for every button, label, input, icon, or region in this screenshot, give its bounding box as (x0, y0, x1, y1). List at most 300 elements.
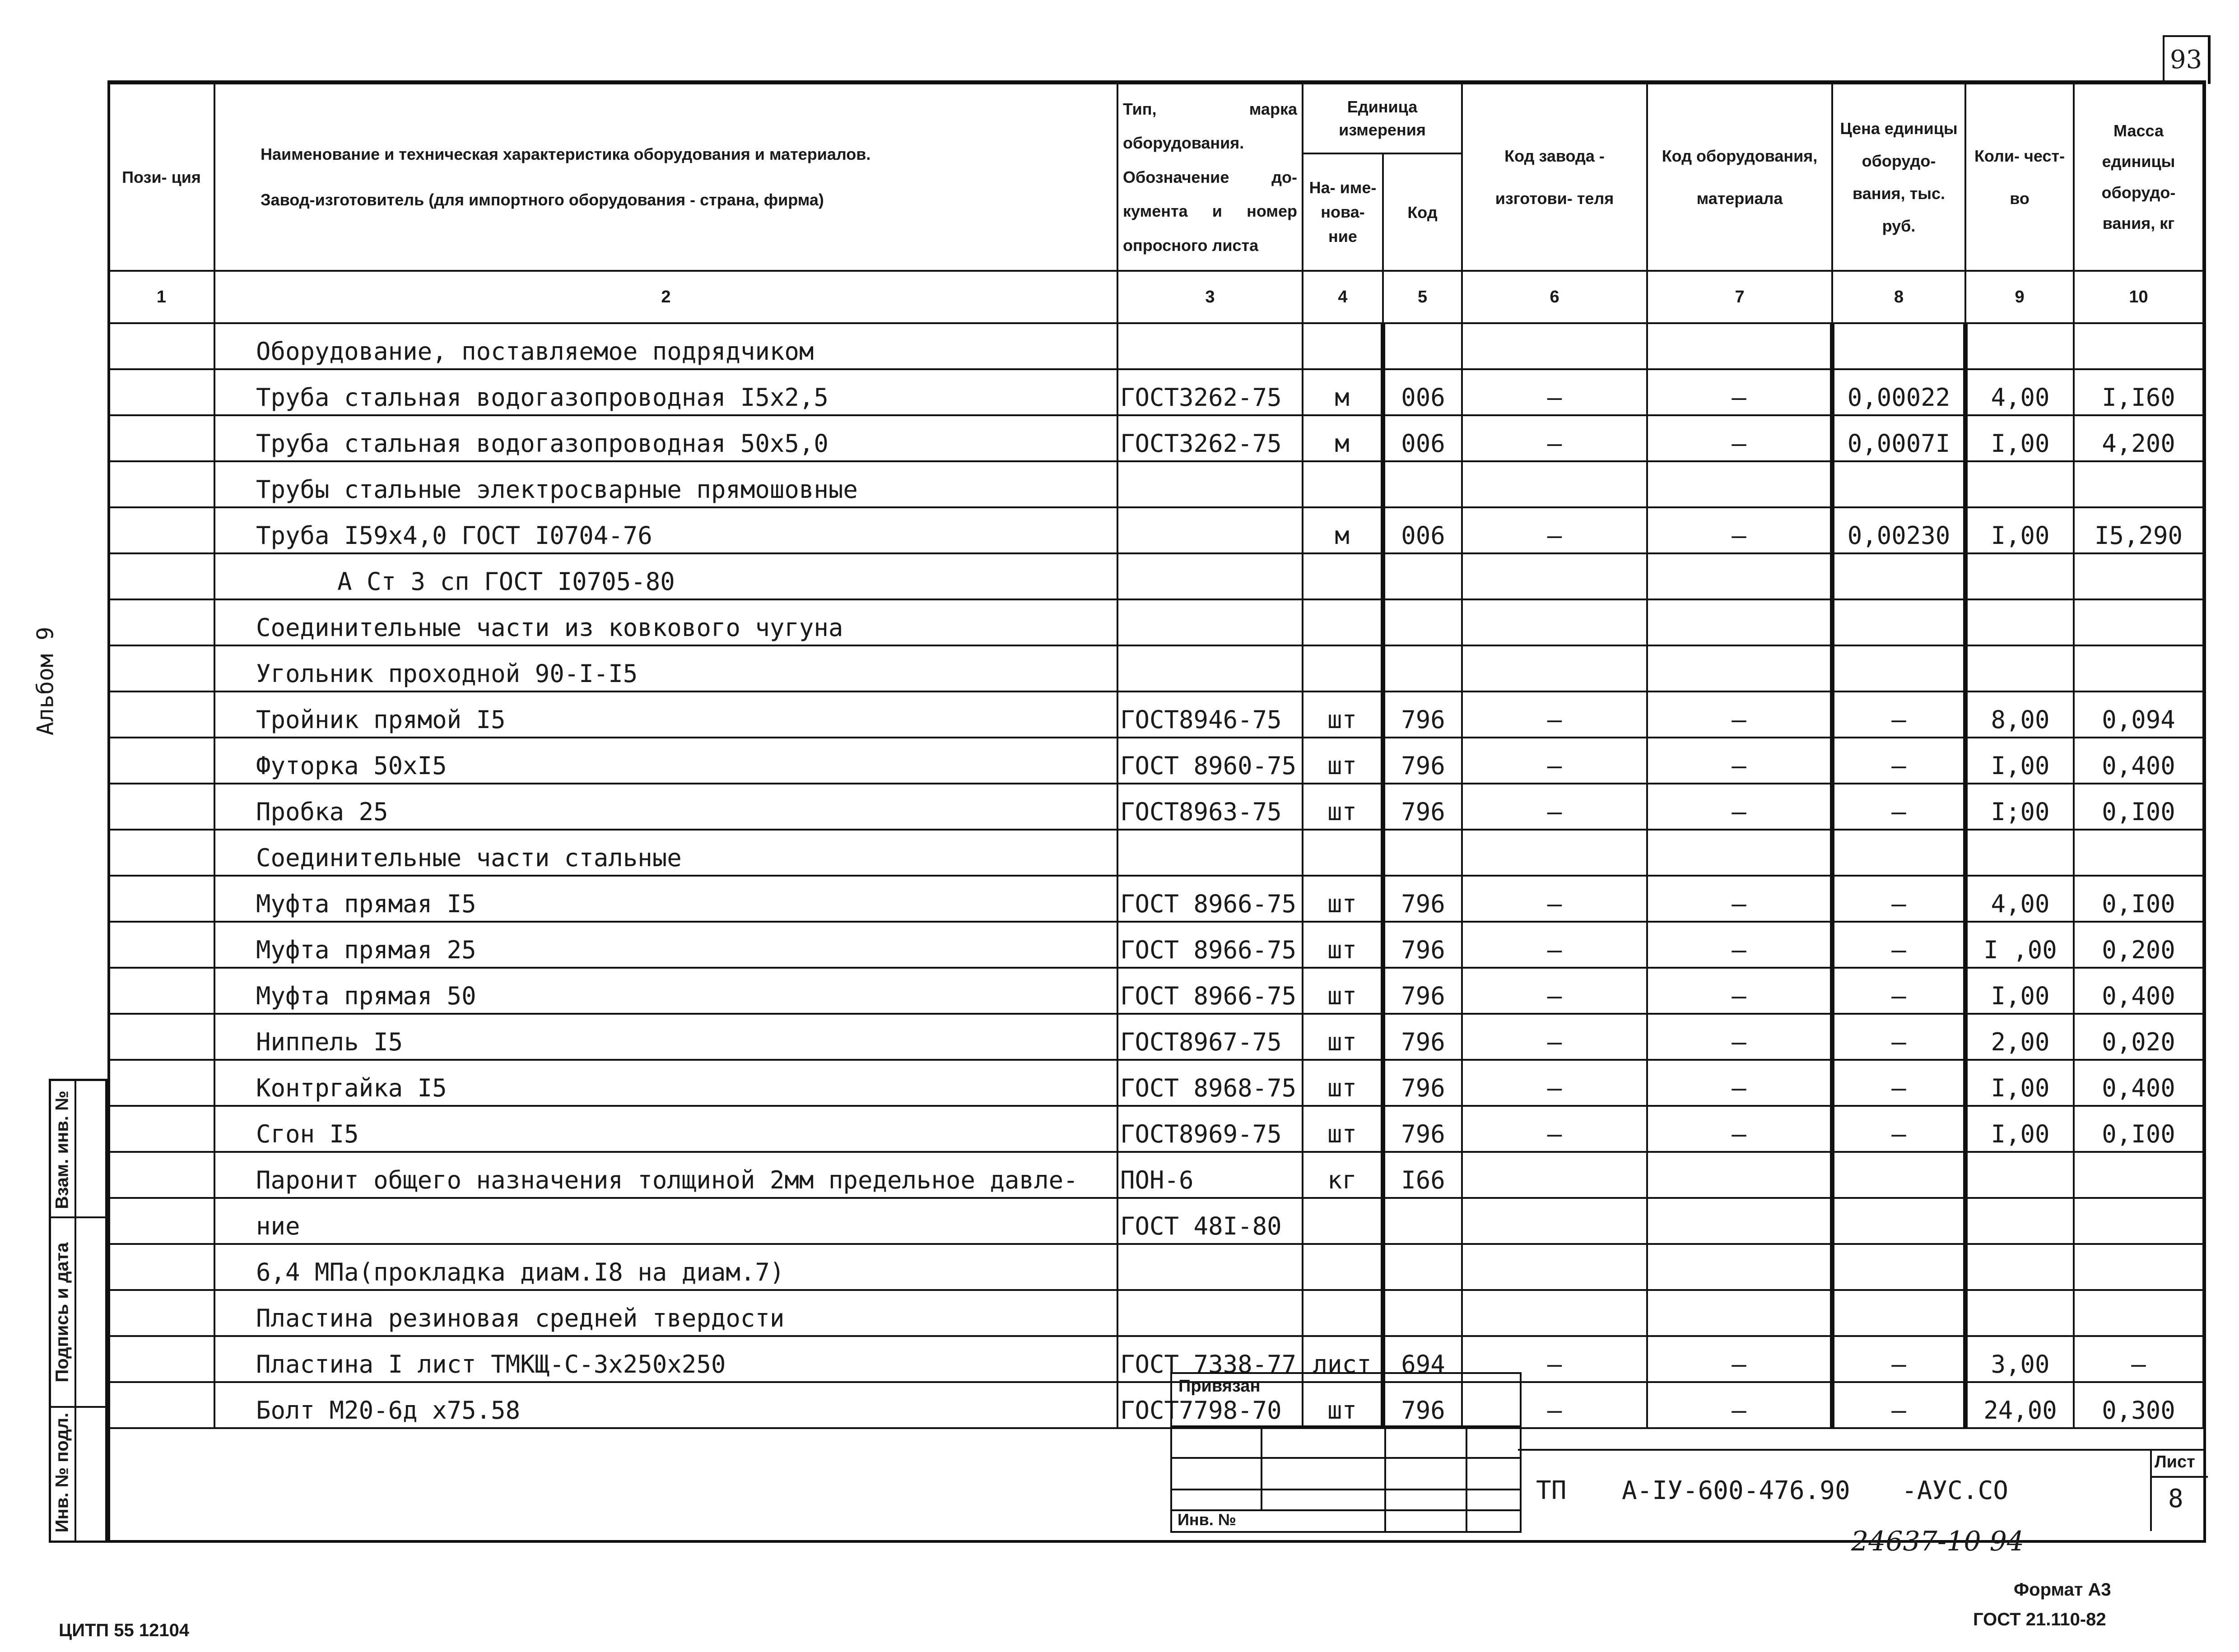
item-factory-code (1462, 830, 1647, 876)
column-number: 4 (1303, 271, 1383, 323)
position-cell (108, 1106, 214, 1152)
item-unit-code (1383, 1244, 1462, 1290)
table-row (108, 738, 2203, 784)
position-cell (108, 1060, 214, 1106)
table-row (108, 876, 2203, 922)
item-unit-code: 796 (1383, 876, 1462, 922)
table-row (108, 691, 2203, 738)
position-cell (108, 1014, 214, 1060)
table-row (108, 1014, 2203, 1060)
item-unit-code: 796 (1383, 784, 1462, 830)
item-doc: ГОСТ 48I-80 (1117, 1198, 1303, 1244)
tp-label: ТП (1536, 1476, 1567, 1505)
item-quantity (1965, 645, 2074, 691)
item-factory-code (1462, 553, 1647, 599)
item-mass (2074, 1152, 2203, 1198)
item-unit: шт (1303, 922, 1383, 968)
item-material-code (1647, 323, 1832, 369)
item-factory-code (1462, 1290, 1647, 1336)
item-doc: ГОСТ 8968-75 (1117, 1060, 1303, 1106)
item-unit: шт (1303, 691, 1383, 738)
item-unit (1303, 599, 1383, 645)
list-label: Лист (2155, 1452, 2195, 1471)
item-quantity: I,00 (1965, 1106, 2074, 1152)
item-price: 0,00022 (1832, 369, 1965, 415)
item-material-code: – (1647, 1060, 1832, 1106)
header-quantity: Коли- чест- во (1965, 84, 2074, 271)
item-unit-code: 006 (1383, 415, 1462, 461)
position-cell (108, 507, 214, 553)
document-code-block (1518, 1449, 2206, 1531)
item-quantity (1965, 1152, 2074, 1198)
item-unit: м (1303, 369, 1383, 415)
column-number: 10 (2074, 271, 2203, 323)
item-quantity: 2,00 (1965, 1014, 2074, 1060)
item-factory-code: – (1462, 1014, 1647, 1060)
item-name: Пробка 25 (214, 784, 1117, 830)
item-factory-code: – (1462, 369, 1647, 415)
item-unit-code: 796 (1383, 738, 1462, 784)
item-mass: I,I60 (2074, 369, 2203, 415)
item-unit-code: 694 (1383, 1336, 1462, 1382)
item-price: – (1832, 738, 1965, 784)
item-factory-code (1462, 599, 1647, 645)
table-row (108, 1198, 2203, 1244)
item-quantity: I,00 (1965, 968, 2074, 1014)
item-unit-code (1383, 553, 1462, 599)
column-number: 8 (1832, 271, 1965, 323)
item-material-code (1647, 553, 1832, 599)
item-unit-code: 006 (1383, 369, 1462, 415)
item-unit-code: 796 (1383, 968, 1462, 1014)
item-unit-code: 796 (1383, 1382, 1462, 1428)
item-doc (1117, 553, 1303, 599)
header-unit-name: На- име- нова- ние (1303, 153, 1383, 271)
table-row (108, 1106, 2203, 1152)
item-price: – (1832, 1106, 1965, 1152)
item-price (1832, 461, 1965, 507)
position-cell (108, 1198, 214, 1244)
item-factory-code: – (1462, 922, 1647, 968)
item-quantity: I,00 (1965, 507, 2074, 553)
item-unit-code (1383, 830, 1462, 876)
item-price: 0,00230 (1832, 507, 1965, 553)
item-factory-code (1462, 461, 1647, 507)
header-material-code: Код оборудования, материала (1647, 84, 1832, 271)
position-cell (108, 1290, 214, 1336)
item-factory-code: – (1462, 738, 1647, 784)
document-suffix: -АУС.СО (1902, 1476, 2009, 1505)
item-factory-code: – (1462, 415, 1647, 461)
item-doc: ГОСТ 8966-75 (1117, 968, 1303, 1014)
table-row (108, 645, 2203, 691)
item-mass: 0,300 (2074, 1382, 2203, 1428)
item-factory-code: – (1462, 1106, 1647, 1152)
item-price: – (1832, 691, 1965, 738)
item-factory-code: – (1462, 1060, 1647, 1106)
item-mass: 0,200 (2074, 922, 2203, 968)
position-cell (108, 553, 214, 599)
item-quantity (1965, 461, 2074, 507)
item-unit-code: I66 (1383, 1152, 1462, 1198)
header-unit-code: Код (1383, 153, 1462, 271)
item-unit-code: 006 (1383, 507, 1462, 553)
item-price: – (1832, 1382, 1965, 1428)
side-stamp-vzam: Взам. инв. № (52, 1091, 72, 1209)
album-label: Альбом 9 (32, 626, 59, 736)
item-unit-code: 796 (1383, 1106, 1462, 1152)
table-row (108, 922, 2203, 968)
document-number: А-IУ-600-476.90 (1622, 1476, 1850, 1505)
item-factory-code: – (1462, 1336, 1647, 1382)
position-cell (108, 922, 214, 968)
item-unit (1303, 323, 1383, 369)
table-row (108, 461, 2203, 507)
item-material-code (1647, 461, 1832, 507)
item-doc (1117, 599, 1303, 645)
item-quantity: I,00 (1965, 415, 2074, 461)
item-mass: 4,200 (2074, 415, 2203, 461)
item-unit (1303, 553, 1383, 599)
position-cell (108, 323, 214, 369)
item-doc: ГОСТ8969-75 (1117, 1106, 1303, 1152)
item-material-code (1647, 645, 1832, 691)
column-number: 9 (1965, 271, 2074, 323)
item-name: Труба стальная водогазопроводная I5х2,5 (214, 369, 1117, 415)
item-name: Соединительные части стальные (214, 830, 1117, 876)
item-name: А Ст 3 сп ГОСТ I0705-80 (214, 553, 1117, 599)
item-mass (2074, 323, 2203, 369)
item-quantity (1965, 323, 2074, 369)
item-unit: шт (1303, 738, 1383, 784)
item-unit: лист (1303, 1336, 1383, 1382)
item-name: Футорка 50хI5 (214, 738, 1117, 784)
item-material-code: – (1647, 876, 1832, 922)
position-cell (108, 784, 214, 830)
item-material-code: – (1647, 507, 1832, 553)
item-material-code: – (1647, 738, 1832, 784)
item-mass: 0,I00 (2074, 876, 2203, 922)
table-row (108, 1336, 2203, 1382)
item-material-code: – (1647, 415, 1832, 461)
item-unit: шт (1303, 1382, 1383, 1428)
item-material-code (1647, 1290, 1832, 1336)
item-material-code: – (1647, 1382, 1832, 1428)
item-unit-code: 796 (1383, 922, 1462, 968)
item-material-code (1647, 1244, 1832, 1290)
item-quantity: 4,00 (1965, 369, 2074, 415)
item-name: Тройник прямой I5 (214, 691, 1117, 738)
privyazan-label: Привязан (1178, 1377, 1261, 1396)
item-quantity: 4,00 (1965, 876, 2074, 922)
item-unit (1303, 1244, 1383, 1290)
item-price (1832, 1244, 1965, 1290)
item-unit: шт (1303, 784, 1383, 830)
header-price: Цена единицы оборудо- вания, тыс. руб. (1832, 84, 1965, 271)
item-price (1832, 645, 1965, 691)
item-mass: I5,290 (2074, 507, 2203, 553)
item-unit: кг (1303, 1152, 1383, 1198)
item-mass (2074, 1198, 2203, 1244)
item-name: Труба I59х4,0 ГОСТ I0704-76 (214, 507, 1117, 553)
table-row (108, 415, 2203, 461)
item-unit (1303, 461, 1383, 507)
item-name: Соединительные части из ковкового чугуна (214, 599, 1117, 645)
position-cell (108, 461, 214, 507)
item-mass: 0,400 (2074, 968, 2203, 1014)
item-factory-code: – (1462, 968, 1647, 1014)
item-mass: 0,I00 (2074, 784, 2203, 830)
item-material-code: – (1647, 968, 1832, 1014)
item-price (1832, 830, 1965, 876)
item-price (1832, 553, 1965, 599)
item-mass (2074, 645, 2203, 691)
position-cell (108, 415, 214, 461)
item-factory-code (1462, 323, 1647, 369)
item-name: Труба стальная водогазопроводная 50х5,0 (214, 415, 1117, 461)
item-mass: 0,I00 (2074, 1106, 2203, 1152)
column-number: 3 (1117, 271, 1303, 323)
item-unit: шт (1303, 1060, 1383, 1106)
table-row (108, 323, 2203, 369)
format-label: Формат А3 (2014, 1580, 2111, 1600)
column-number: 6 (1462, 271, 1647, 323)
item-material-code: – (1647, 1014, 1832, 1060)
header-position: Пози- ция (108, 84, 214, 271)
item-name: Паронит общего назначения толщиной 2мм предельное давле- (214, 1152, 1117, 1198)
gost-label: ГОСТ 21.110-82 (1973, 1610, 2106, 1629)
item-factory-code (1462, 645, 1647, 691)
item-name: Трубы стальные электросварные прямошовные (214, 461, 1117, 507)
item-doc: ПОН-6 (1117, 1152, 1303, 1198)
item-price: – (1832, 922, 1965, 968)
item-mass (2074, 553, 2203, 599)
item-quantity: 8,00 (1965, 691, 2074, 738)
table-row (108, 599, 2203, 645)
item-doc: ГОСТ3262-75 (1117, 415, 1303, 461)
item-factory-code (1462, 1244, 1647, 1290)
item-price (1832, 1152, 1965, 1198)
header-name-line2: Завод-изготовитель (для импортного оборудования - страна, фирма) (261, 190, 824, 209)
item-unit (1303, 830, 1383, 876)
column-number-row (108, 271, 2203, 323)
item-doc: ГОСТ8967-75 (1117, 1014, 1303, 1060)
column-number: 5 (1383, 271, 1462, 323)
item-mass (2074, 830, 2203, 876)
item-quantity (1965, 1290, 2074, 1336)
item-material-code: – (1647, 1336, 1832, 1382)
corner-sheet-number: 93 (2170, 45, 2202, 74)
item-unit-code: 796 (1383, 1014, 1462, 1060)
item-unit-code (1383, 599, 1462, 645)
table-row (108, 830, 2203, 876)
header-factory-code: Код завода - изготови- теля (1462, 84, 1647, 271)
table-row (108, 1290, 2203, 1336)
item-quantity (1965, 1198, 2074, 1244)
specification-table (107, 83, 2204, 1429)
item-mass (2074, 461, 2203, 507)
item-unit: шт (1303, 1014, 1383, 1060)
item-unit (1303, 1198, 1383, 1244)
item-name: 6,4 МПа(прокладка диам.I8 на диам.7) (214, 1244, 1117, 1290)
item-factory-code: – (1462, 784, 1647, 830)
item-doc: ГОСТ 8966-75 (1117, 876, 1303, 922)
item-factory-code (1462, 1152, 1647, 1198)
item-name: Пластина резиновая средней твердости (214, 1290, 1117, 1336)
item-unit: шт (1303, 1106, 1383, 1152)
item-doc (1117, 1290, 1303, 1336)
item-unit: шт (1303, 968, 1383, 1014)
table-row (108, 784, 2203, 830)
item-name: Муфта прямая 50 (214, 968, 1117, 1014)
item-quantity (1965, 1244, 2074, 1290)
item-unit (1303, 1290, 1383, 1336)
item-unit-code (1383, 461, 1462, 507)
item-material-code (1647, 830, 1832, 876)
item-name: Муфта прямая I5 (214, 876, 1117, 922)
item-mass: 0,400 (2074, 738, 2203, 784)
item-material-code: – (1647, 784, 1832, 830)
item-quantity (1965, 599, 2074, 645)
corner-number-box (2163, 35, 2211, 84)
column-number: 7 (1647, 271, 1832, 323)
item-unit-code: 796 (1383, 1060, 1462, 1106)
item-mass: 0,020 (2074, 1014, 2203, 1060)
item-quantity: 3,00 (1965, 1336, 2074, 1382)
item-doc (1117, 461, 1303, 507)
handwritten-number: 24637-10 94 (1851, 1526, 2024, 1557)
table-row (108, 968, 2203, 1014)
item-unit-code (1383, 1290, 1462, 1336)
item-doc (1117, 830, 1303, 876)
item-factory-code (1462, 1198, 1647, 1244)
item-doc (1117, 645, 1303, 691)
item-quantity: I,00 (1965, 1060, 2074, 1106)
item-mass: 0,094 (2074, 691, 2203, 738)
header-name-line1: Наименование и техническая характеристика оборудования и материалов. (261, 144, 871, 163)
item-factory-code: – (1462, 691, 1647, 738)
item-quantity: I;00 (1965, 784, 2074, 830)
item-price: – (1832, 968, 1965, 1014)
item-material-code: – (1647, 369, 1832, 415)
table-row (108, 1382, 2203, 1428)
item-doc: ГОСТ 7338-77 (1117, 1336, 1303, 1382)
item-quantity: 24,00 (1965, 1382, 2074, 1428)
header-unit-group: Единица измерения (1303, 84, 1462, 153)
position-cell (108, 738, 214, 784)
privyazan-stamp (1170, 1372, 1522, 1533)
item-doc: ГОСТ 8966-75 (1117, 922, 1303, 968)
item-unit: м (1303, 507, 1383, 553)
item-unit-code (1383, 645, 1462, 691)
header-type: Тип, марка оборудования. Обозначение до- кумента и номер опросного листа (1117, 84, 1303, 271)
position-cell (108, 1336, 214, 1382)
list-number: 8 (2168, 1484, 2183, 1513)
item-quantity: I ,00 (1965, 922, 2074, 968)
item-material-code: – (1647, 691, 1832, 738)
item-mass: 0,400 (2074, 1060, 2203, 1106)
table-row (108, 1060, 2203, 1106)
position-cell (108, 1382, 214, 1428)
item-name: Болт М20-6д х75.58 (214, 1382, 1117, 1428)
item-name: Муфта прямая 25 (214, 922, 1117, 968)
item-material-code (1647, 1198, 1832, 1244)
item-doc (1117, 507, 1303, 553)
item-name: Пластина I лист ТМКЩ-С-3х250х250 (214, 1336, 1117, 1382)
item-price (1832, 1290, 1965, 1336)
item-unit: м (1303, 415, 1383, 461)
item-price: – (1832, 1336, 1965, 1382)
item-name: ние (214, 1198, 1117, 1244)
item-price: 0,0007I (1832, 415, 1965, 461)
item-doc: ГОСТ7798-70 (1117, 1382, 1303, 1428)
item-price: – (1832, 1060, 1965, 1106)
inv-no-label: Инв. № (1178, 1510, 1236, 1529)
position-cell (108, 1244, 214, 1290)
side-stamp (49, 1079, 107, 1543)
item-price: – (1832, 784, 1965, 830)
item-unit: шт (1303, 876, 1383, 922)
item-factory-code: – (1462, 507, 1647, 553)
position-cell (108, 691, 214, 738)
item-unit-code (1383, 323, 1462, 369)
column-number: 2 (214, 271, 1117, 323)
item-name: Сгон I5 (214, 1106, 1117, 1152)
position-cell (108, 645, 214, 691)
item-doc: ГОСТ 8960-75 (1117, 738, 1303, 784)
table-row (108, 1244, 2203, 1290)
item-doc (1117, 323, 1303, 369)
item-unit (1303, 645, 1383, 691)
item-price (1832, 323, 1965, 369)
item-price (1832, 599, 1965, 645)
item-quantity: I,00 (1965, 738, 2074, 784)
item-mass (2074, 599, 2203, 645)
item-doc (1117, 1244, 1303, 1290)
position-cell (108, 599, 214, 645)
position-cell (108, 968, 214, 1014)
item-price: – (1832, 876, 1965, 922)
side-stamp-inv-podl: Инв. № подл. (52, 1412, 72, 1533)
printer-label: ЦИТП 55 12104 (59, 1620, 190, 1640)
header-mass: Масса единицы оборудо- вания, кг (2074, 84, 2203, 271)
item-material-code (1647, 1152, 1832, 1198)
list-box (2150, 1451, 2208, 1531)
item-unit-code: 796 (1383, 691, 1462, 738)
item-quantity (1965, 553, 2074, 599)
item-price (1832, 1198, 1965, 1244)
item-mass (2074, 1290, 2203, 1336)
item-factory-code: – (1462, 1382, 1647, 1428)
item-name: Угольник проходной 90-I-I5 (214, 645, 1117, 691)
item-mass (2074, 1244, 2203, 1290)
position-cell (108, 369, 214, 415)
item-mass: – (2074, 1336, 2203, 1382)
item-factory-code: – (1462, 876, 1647, 922)
position-cell (108, 1152, 214, 1198)
item-name: Контргайка I5 (214, 1060, 1117, 1106)
item-name: Ниппель I5 (214, 1014, 1117, 1060)
item-material-code: – (1647, 922, 1832, 968)
table-row (108, 1152, 2203, 1198)
header-name (214, 84, 1117, 271)
item-price: – (1832, 1014, 1965, 1060)
item-material-code: – (1647, 1106, 1832, 1152)
table-row (108, 369, 2203, 415)
item-unit-code (1383, 1198, 1462, 1244)
side-stamp-podpis: Подпись и дата (52, 1242, 72, 1383)
position-cell (108, 876, 214, 922)
